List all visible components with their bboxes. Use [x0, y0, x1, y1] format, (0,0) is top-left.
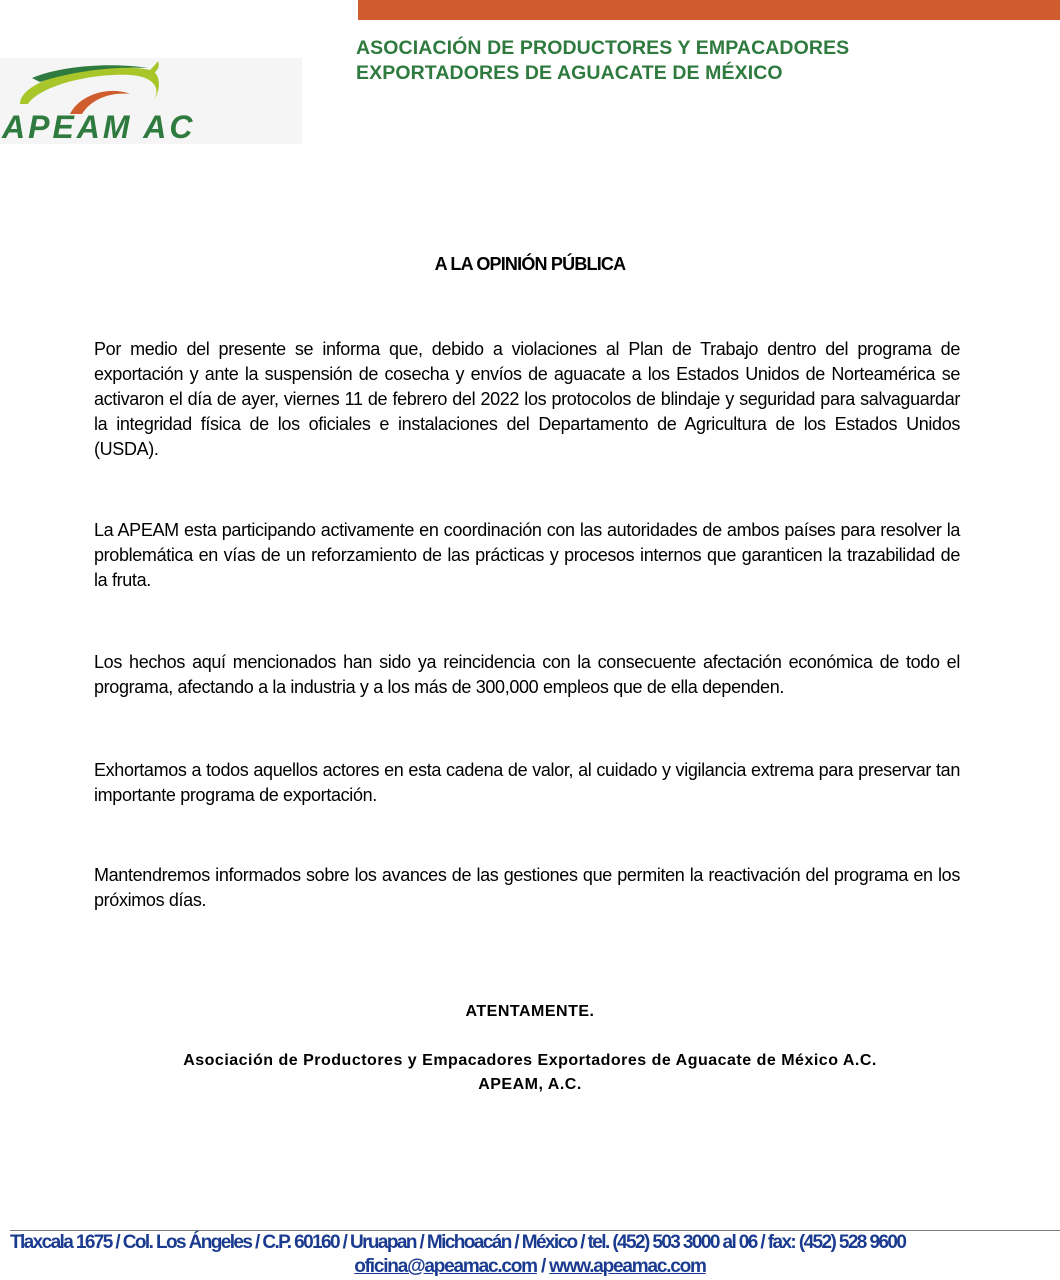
closing-org-short: APEAM, A.C. — [478, 1076, 582, 1093]
apeam-logo — [0, 58, 302, 144]
org-header-line1: ASOCIACIÓN DE PRODUCTORES Y EMPACADORES — [356, 37, 850, 59]
top-accent-bar — [358, 0, 1060, 20]
paragraph-1: Por medio del presente se informa que, debido a violaciones al Plan de Trabajo dentro del programa de exportación y ante la suspensión de cosecha y envíos de aguacate a los Estados Unidos de Norteamérica se activaron el día de ayer, viernes 11 de febrero del 2022 los protocolos de blindaje y seguridad para salvaguardar la integridad física de los oficiales e instalaciones del Departamento de Agricultura de los Estados Unidos (USDA). — [94, 339, 960, 459]
closing-org-full: Asociación de Productores y Empacadores Exportadores de Aguacate de México A.C. — [183, 1052, 877, 1069]
logo-text: APEAM AC — [2, 109, 196, 144]
footer-separator: / — [540, 1256, 546, 1277]
footer-website-link[interactable]: www.apeamac.com — [549, 1256, 706, 1277]
document-title: A LA OPINIÓN PÚBLICA — [434, 254, 626, 274]
paragraph-4: Exhortamos a todos aquellos actores en esta cadena de valor, al cuidado y vigilancia extrema para preservar tan importante programa de exportación. — [94, 760, 960, 805]
org-header-line2: EXPORTADORES DE AGUACATE DE MÉXICO — [356, 62, 783, 84]
paragraph-5: Mantendremos informados sobre los avances de las gestiones que permiten la reactivación del programa en los próximos días. — [94, 865, 960, 910]
footer-email-link[interactable]: oficina@apeamac.com — [354, 1256, 537, 1277]
paragraph-3: Los hechos aquí mencionados han sido ya reincidencia con la consecuente afectación económica de todo el programa, afectando a la industria y a los más de 300,000 empleos que de ella dependen. — [94, 652, 960, 697]
closing-salutation: ATENTAMENTE. — [465, 1003, 595, 1020]
footer-contact — [0, 1256, 1060, 1278]
footer-address: Tlaxcala 1675 / Col. Los Ángeles / C.P. 60160 / Uruapan / Michoacán / México / tel. (452) 503 3000 al 06 / fax: (452) 528 9600 — [10, 1232, 906, 1253]
org-header — [356, 36, 996, 86]
footer-divider — [10, 1230, 1060, 1231]
apeam-logo-graphic — [0, 58, 302, 144]
paragraph-2: La APEAM esta participando activamente en coordinación con las autoridades de ambos países para resolver la problemática en vías de un reforzamiento de las prácticas y procesos internos que garanticen la trazabilidad de la fruta. — [94, 520, 960, 590]
